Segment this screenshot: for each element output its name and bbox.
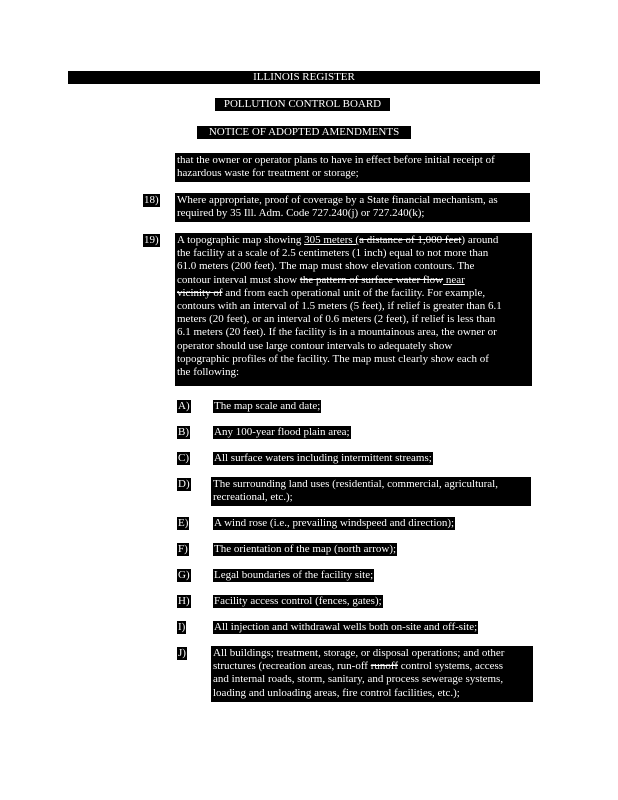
board-header: POLLUTION CONTROL BOARD	[215, 98, 390, 111]
item-18-paragraph	[175, 193, 530, 222]
item-19-line-8: 6.1 meters (20 feet). If the facility is in a mountainous area, the owner or	[177, 326, 497, 339]
item-19-line-4: contour interval must show the pattern of surface water flow near	[177, 273, 465, 286]
subitem-d-line-2: recreational, etc.);	[213, 491, 293, 504]
intro-line-2: hazardous waste for treatment or storage;	[177, 167, 359, 180]
subitem-g-text: Legal boundaries of the facility site;	[214, 569, 374, 581]
subitem-j-line-4: loading and unloading areas, fire control facilities, etc.);	[213, 686, 460, 699]
subitem-f-text: The orientation of the map (north arrow);	[214, 543, 397, 555]
subitem-a-text: The map scale and date;	[214, 400, 321, 412]
subitem-e-text: A wind rose (i.e., prevailing windspeed and direction);	[214, 517, 455, 529]
subitem-i-text: All injection and withdrawal wells both on-site and off-site;	[214, 621, 478, 633]
subitem-c-text: All surface waters including intermittent streams;	[214, 452, 432, 464]
item-19-line-7: meters (20 feet), or an interval of 0.6 meters (2 feet), if relief is less than	[177, 313, 496, 326]
subitem-j-line-3: and internal roads, storm, sanitary, and process sewerage systems,	[213, 673, 504, 686]
item-19-line-6: contours with an interval of 1.5 meters (5 feet), if relief is greater than 6.1	[177, 300, 502, 313]
item-19-line-2: the facility at a scale of 2.5 centimeters (1 inch) equal to not more than	[177, 247, 489, 260]
subitem-j-paragraph	[211, 646, 533, 702]
subitem-j-label: J)	[178, 647, 186, 659]
register-header: ILLINOIS REGISTER	[68, 71, 540, 84]
subitem-d-paragraph	[211, 477, 531, 506]
notice-header: NOTICE OF ADOPTED AMENDMENTS	[197, 126, 411, 139]
item-19-paragraph	[175, 233, 532, 386]
item-19-line-1: A topographic map showing 305 meters (a distance of 1,000 feet) around	[177, 234, 499, 246]
subitem-h-text: Facility access control (fences, gates);	[214, 595, 382, 607]
subitem-g-label: G)	[178, 569, 190, 581]
item-19-line-5: vicinity of and from each operational unit of the facility. For example,	[177, 286, 486, 299]
intro-line-1: that the owner or operator plans to have in effect before initial receipt of	[177, 154, 495, 166]
subitem-e-label: E)	[178, 517, 189, 529]
subitem-d-line-1: The surrounding land uses (residential, commercial, agricultural,	[213, 478, 498, 490]
subitem-j-line-1: All buildings; treatment, storage, or disposal operations; and other	[213, 647, 505, 659]
subitem-b-text: Any 100-year flood plain area;	[214, 426, 350, 438]
subitem-d-label: D)	[178, 478, 190, 490]
subitem-f-label: F)	[178, 543, 188, 555]
item-18-line-1: Where appropriate, proof of coverage by a State financial mechanism, as	[177, 194, 498, 206]
subitem-j-line-2: structures (recreation areas, run-off runoff control systems, access	[213, 660, 504, 673]
item-19-line-9: operator should use large contour intervals to adequately show	[177, 339, 453, 352]
subitem-c-label: C)	[178, 452, 189, 464]
subitem-b-label: B)	[178, 426, 189, 438]
item-19-line-3: 61.0 meters (200 feet). The map must show elevation contours. The	[177, 260, 475, 273]
item-18-line-2: required by 35 Ill. Adm. Code 727.240(j) or 727.240(k);	[177, 207, 425, 220]
intro-paragraph	[175, 153, 530, 182]
subitem-i-label: I)	[178, 621, 186, 633]
subitem-h-label: H)	[178, 595, 190, 607]
subitem-a-label: A)	[178, 400, 190, 412]
item-18-number: 18)	[144, 194, 159, 206]
item-19-number: 19)	[144, 234, 159, 246]
item-19-line-10: topographic profiles of the facility. The map must clearly show each of	[177, 352, 489, 365]
item-19-line-11: the following:	[177, 366, 240, 379]
